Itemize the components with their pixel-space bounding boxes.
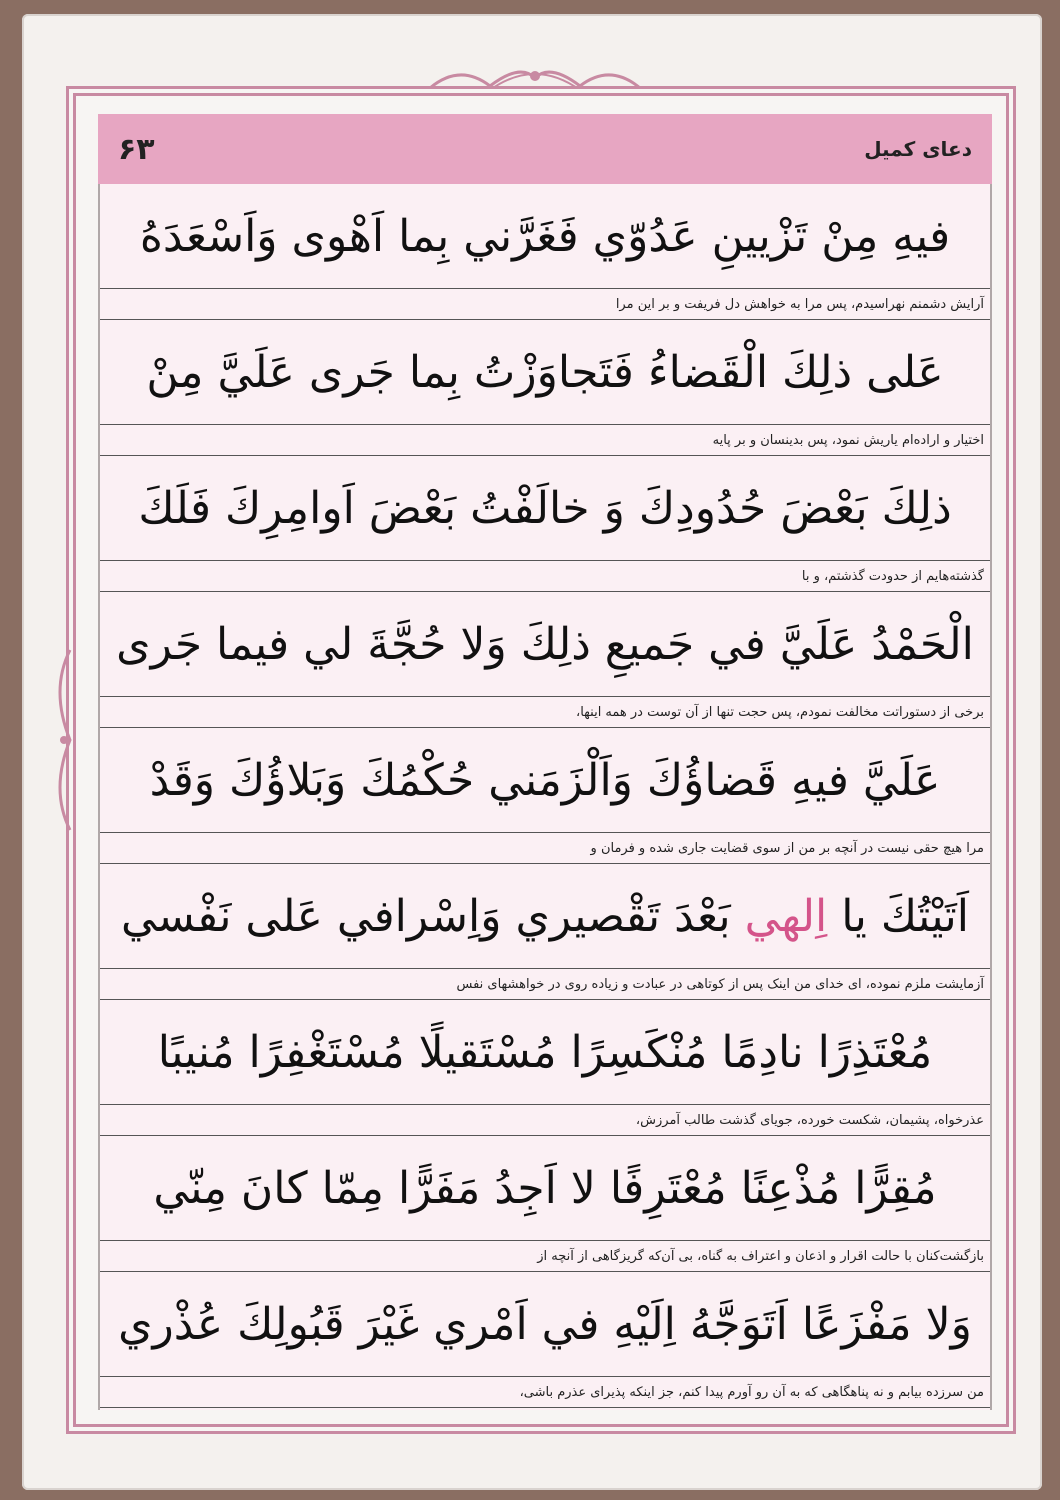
verse-block — [100, 184, 990, 320]
page-header — [98, 114, 992, 184]
verse-block — [100, 728, 990, 864]
arabic-line: عَلَيَّ فيهِ قَضاؤُكَ وَاَلْزَمَني حُكْمُكَ وَبَلاؤُكَ وَقَدْ — [149, 754, 941, 806]
verse-block — [100, 1000, 990, 1136]
persian-translation-line: بازگشت‌کنان با حالت اقرار و اذعان و اعتراف به گناه، بی آن‌که گریزگاهی از آنچه از — [100, 1240, 990, 1272]
arabic-segment: بَعْدَ تَقْصيري وَاِسْرافي عَلى نَفْسي — [121, 890, 731, 942]
verse-block — [100, 456, 990, 592]
persian-translation-line: برخی از دستوراتت مخالفت نمودم، پس حجت تنها از آن توست در همه اینها، — [100, 696, 990, 728]
page-title: دعای کمیل — [864, 137, 972, 161]
persian-translation-line: آزمایشت ملزم نموده، ای خدای من اینک پس از کوتاهی در عبادت و زیاده روی در خواهشهای نفس — [100, 968, 990, 1000]
arabic-line: الْحَمْدُ عَلَيَّ في جَميعِ ذلِكَ وَلا حُجَّةَ لي فيما جَرى — [116, 618, 974, 670]
highlighted-word: اِلهي — [744, 890, 828, 942]
arabic-line: ذلِكَ بَعْضَ حُدُودِكَ وَ خالَفْتُ بَعْضَ اَوامِرِكَ فَلَكَ — [138, 482, 952, 534]
arabic-line: مُقِرًّا مُذْعِنًا مُعْتَرِفًا لا اَجِدُ مَفَرًّا مِمّا كانَ مِنّي — [153, 1162, 937, 1214]
persian-translation-line: مرا هیچ حقی نیست در آنچه بر من از سوی قضایت جاری شده و فرمان و — [100, 832, 990, 864]
arabic-line — [100, 864, 990, 968]
verse-block — [100, 592, 990, 728]
verse-block — [100, 320, 990, 456]
verse-block — [100, 864, 990, 1000]
persian-translation-line: آرایش دشمنم نهراسیدم، پس مرا به خواهش دل فریفت و بر این مرا — [100, 288, 990, 320]
arabic-segment: اَتَيْتُكَ يا — [841, 890, 969, 942]
persian-translation-line: اختیار و اراده‌ام یاریش نمود، پس بدینسان و بر پایه — [100, 424, 990, 456]
verse-block — [100, 1272, 990, 1408]
prayer-text-area — [98, 184, 992, 1410]
arabic-line: وَلا مَفْزَعًا اَتَوَجَّهُ اِلَيْهِ في اَمْري غَيْرَ قَبُولِكَ عُذْري — [118, 1298, 972, 1350]
arabic-line: عَلى ذلِكَ الْقَضاءُ فَتَجاوَزْتُ بِما جَرى عَلَيَّ مِنْ — [146, 346, 944, 398]
persian-translation-line: عذرخواه، پشیمان، شکست خورده، جویای گذشت طالب آمرزش، — [100, 1104, 990, 1136]
page-number: ۶۳ — [118, 131, 155, 167]
arabic-line: فيهِ مِنْ تَزْيينِ عَدُوّي فَغَرَّني بِما اَهْوى وَاَسْعَدَهُ — [139, 210, 951, 262]
verse-block — [100, 1136, 990, 1272]
arabic-line: مُعْتَذِرًا نادِمًا مُنْكَسِرًا مُسْتَقيلًا مُسْتَغْفِرًا مُنيبًا — [157, 1026, 933, 1078]
side-ornament-icon — [50, 640, 80, 840]
persian-translation-line: گذشته‌هایم از حدودت گذشتم، و با — [100, 560, 990, 592]
persian-translation-line: من سرزده بیابم و نه پناهگاهی که به آن رو آورم پیدا کنم، جز اینکه پذیرای عذرم باشی، — [100, 1376, 990, 1408]
